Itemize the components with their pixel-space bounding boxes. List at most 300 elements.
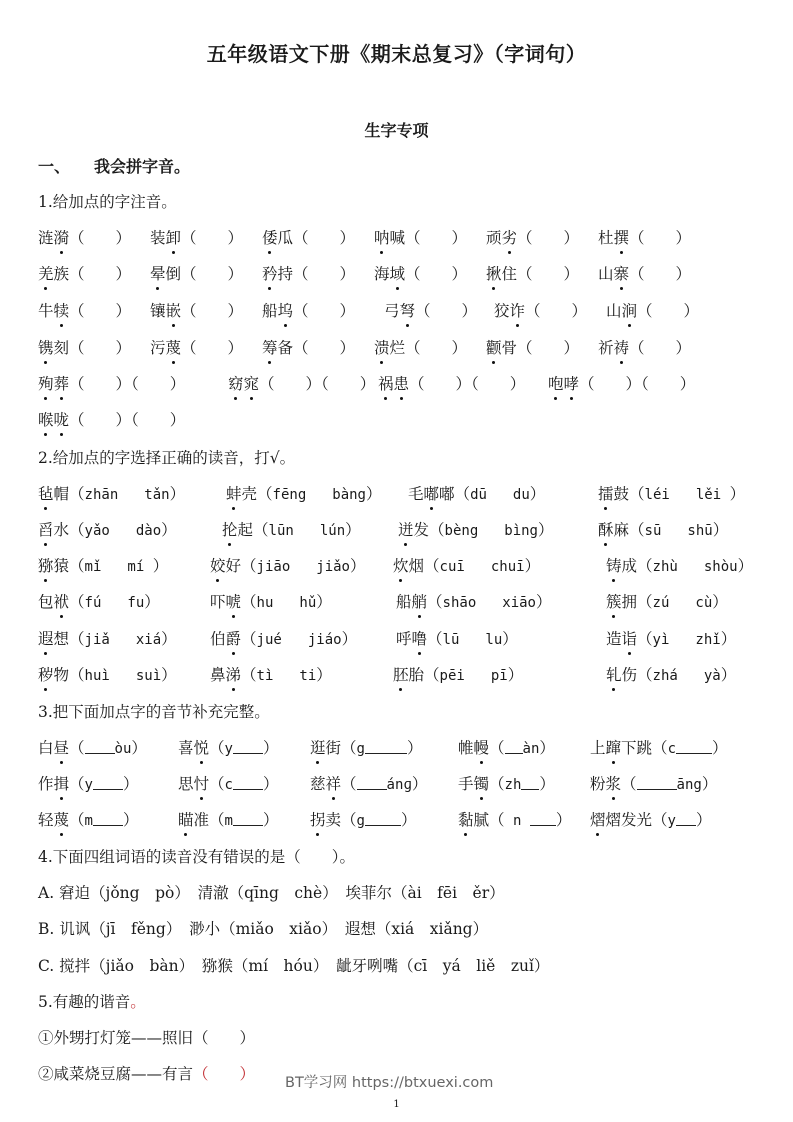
pinyin-option-b[interactable]: bìng <box>504 523 538 539</box>
dotted-char: 筹 <box>262 336 278 358</box>
pinyin-option-a[interactable]: yǎo <box>84 523 110 539</box>
pinyin-option-b[interactable]: lún <box>319 523 346 539</box>
word <box>374 262 405 284</box>
char: 伯 <box>210 630 226 648</box>
dotted-char: 嵌 <box>166 299 182 321</box>
fill-item <box>590 808 712 830</box>
answer-paren[interactable]: （ ） <box>181 302 244 320</box>
word <box>393 663 424 685</box>
char: 吓 <box>210 593 226 611</box>
pinyin-option-b[interactable]: jiáo <box>307 632 342 648</box>
dotted-char: 昼 <box>54 736 70 758</box>
dotted-char: 咆 <box>548 372 564 394</box>
fill-item <box>178 808 279 830</box>
paren-close: ） <box>161 521 177 539</box>
paren-close: ） <box>502 630 518 648</box>
pinyin-option-a[interactable]: zhù <box>652 559 678 575</box>
word-item <box>374 226 467 248</box>
paren-open: （ <box>69 739 85 757</box>
char: 造 <box>606 630 622 648</box>
answer-paren[interactable]: （ ）（ ） <box>409 375 526 393</box>
word <box>38 226 69 248</box>
pinyin-option-b[interactable]: hǔ <box>299 595 317 611</box>
paren-close: ） <box>262 811 279 829</box>
question-1-prompt: 1.给加点的字注音。 <box>38 193 177 211</box>
char: 呼 <box>396 630 412 648</box>
question-2-prompt: 2.给加点的字选择正确的读音，打√。 <box>38 449 296 467</box>
word-item <box>486 336 579 358</box>
dotted-char: 嘟 <box>424 482 440 504</box>
answer-paren[interactable]: （ ） <box>181 229 244 247</box>
dotted-char: 胚 <box>393 663 409 685</box>
word <box>150 226 181 248</box>
paren-open: （ <box>341 739 357 757</box>
paren-open: （ <box>69 521 85 539</box>
word <box>210 627 241 649</box>
paren-open: （ <box>241 557 257 575</box>
pinyin-option-a[interactable]: zhān <box>84 487 119 503</box>
fill-item <box>38 736 147 758</box>
answer-paren[interactable]: （ ） <box>405 339 468 357</box>
pinyin-option-b[interactable]: shòu <box>703 559 738 575</box>
pinyin-option-a[interactable]: jué <box>256 632 282 648</box>
char: 拥 <box>621 593 638 611</box>
pinyin-prefix: m <box>224 813 233 829</box>
word <box>374 336 405 358</box>
paren-open: （ <box>69 666 85 684</box>
paren-open: （ <box>209 775 225 793</box>
word-item <box>262 226 355 248</box>
pinyin-option-a[interactable]: cuī <box>439 559 465 575</box>
dotted-char: 卸 <box>166 226 182 248</box>
dotted-char: 诣 <box>622 627 638 649</box>
char: 备 <box>277 339 294 357</box>
pinyin-option-a[interactable]: lū <box>442 632 460 648</box>
answer-paren[interactable]: （ ） <box>629 229 692 247</box>
fill-blank[interactable] <box>505 739 523 754</box>
dotted-char: 寨 <box>614 262 630 284</box>
word-item <box>374 262 467 284</box>
answer-paren[interactable]: （ ）（ ） <box>69 411 186 429</box>
paren-open: （ <box>454 485 471 503</box>
word-item <box>486 226 579 248</box>
fill-item <box>590 772 717 794</box>
pinyin-option-b[interactable]: xiá <box>135 632 162 648</box>
pinyin-option-b[interactable]: pī <box>490 668 508 684</box>
riddle-text: ②咸菜烧豆腐——有言 <box>38 1065 194 1083</box>
paren-close: ） <box>262 739 279 757</box>
dotted-char: 拐 <box>310 808 326 830</box>
char: 胎 <box>408 666 425 684</box>
char: 船 <box>262 302 278 320</box>
paren-open: （ <box>69 630 85 648</box>
choice-item <box>606 627 736 649</box>
dotted-char: 患 <box>394 372 410 394</box>
answer-paren[interactable]: （ ） <box>69 339 132 357</box>
pinyin-option-a[interactable]: bèng <box>444 523 479 539</box>
paren-open: （ <box>241 593 257 611</box>
choice-item <box>38 554 168 576</box>
char: 船 <box>396 593 412 611</box>
question-5-prompt-text: 5.有趣的谐音 <box>38 993 131 1011</box>
answer-paren[interactable]: （ ） <box>405 265 468 283</box>
paren-open: （ <box>69 593 85 611</box>
paren-close: ） <box>720 666 737 684</box>
question-4-option-b: B. 讥讽（jī fěng） 渺小（miǎo xiǎo） 遐想（xiá xiǎng） <box>38 920 489 938</box>
dotted-char: 揖 <box>54 772 70 794</box>
dotted-char: 羌 <box>38 262 54 284</box>
dotted-char: 姣 <box>210 554 226 576</box>
paren-close: ） <box>122 775 139 793</box>
dotted-char: 劣 <box>502 226 518 248</box>
word <box>606 299 637 321</box>
word <box>598 518 629 540</box>
word <box>38 336 69 358</box>
dotted-char: 迸 <box>398 518 414 540</box>
riddle-text: ①外甥打灯笼——照旧 <box>38 1029 194 1047</box>
paren-open: （ <box>652 811 668 829</box>
section-number: 一、 <box>38 157 71 176</box>
char: 粉 <box>590 775 606 793</box>
char: 嘟 <box>439 485 455 503</box>
char: 卖 <box>325 811 342 829</box>
fill-blank[interactable] <box>365 811 401 826</box>
pinyin-option-b[interactable]: mí <box>127 559 153 575</box>
word <box>548 372 579 394</box>
paren-close: ） <box>152 557 169 575</box>
answer-paren[interactable]: （ ） <box>69 229 132 247</box>
question-4-prompt: 4.下面四组词语的读音没有错误的是（ ）。 <box>38 848 356 866</box>
dotted-char: 窕 <box>244 372 260 394</box>
dotted-char: 秽 <box>38 663 54 685</box>
answer-paren[interactable]: （ ） <box>517 339 580 357</box>
fill-blank[interactable] <box>530 811 556 826</box>
pinyin-option-a[interactable]: fú <box>84 595 102 611</box>
word-item <box>38 299 131 321</box>
word <box>458 772 489 794</box>
paren-close: ） <box>537 521 554 539</box>
fill-blank[interactable] <box>233 739 263 754</box>
pinyin-option-b[interactable]: yà <box>703 668 721 684</box>
answer-paren[interactable]: （ ）（ ） <box>259 375 376 393</box>
pinyin-option-b[interactable]: fu <box>127 595 145 611</box>
pinyin-option-a[interactable]: zhá <box>652 668 678 684</box>
word <box>590 772 621 794</box>
answer-paren[interactable]: （ ） <box>525 302 588 320</box>
pinyin-option-a[interactable]: shāo <box>442 595 477 611</box>
word <box>38 736 69 758</box>
word <box>606 590 637 612</box>
pinyin-option-a[interactable]: tì <box>256 668 274 684</box>
pinyin-suffix: ánɡ <box>386 777 412 793</box>
word <box>222 518 253 540</box>
dotted-char: 呐 <box>374 226 390 248</box>
pinyin-option-b[interactable]: cù <box>695 595 713 611</box>
section-subtitle: 生字专项 <box>364 121 429 140</box>
word <box>178 772 209 794</box>
pinyin-option-a[interactable]: jiāo <box>256 559 291 575</box>
char: 镶 <box>150 302 166 320</box>
pinyin-option-a[interactable]: léi <box>644 487 670 503</box>
answer-paren[interactable]: （ ） <box>517 265 580 283</box>
paren-open: （ <box>424 666 440 684</box>
paren-open: （ <box>69 811 85 829</box>
fill-item <box>38 772 139 794</box>
word-item <box>598 226 691 248</box>
answer-paren[interactable]: （ ） <box>293 229 356 247</box>
pinyin-suffix: āng <box>676 777 702 793</box>
char: 麻 <box>613 521 630 539</box>
choice-item <box>393 554 540 576</box>
dotted-char: 溃 <box>374 336 390 358</box>
paren-open: （ <box>257 485 273 503</box>
char: 水 <box>53 521 70 539</box>
page-number: 1 <box>393 1099 400 1110</box>
pinyin-option-b[interactable]: lěi <box>695 487 730 503</box>
paren-close: ） <box>712 521 729 539</box>
word <box>494 299 525 321</box>
fill-blank[interactable] <box>357 775 387 790</box>
char: 准 <box>193 811 210 829</box>
word <box>38 627 69 649</box>
choice-item <box>210 627 357 649</box>
fill-item <box>458 808 571 830</box>
fill-blank[interactable] <box>521 775 539 790</box>
word <box>38 372 69 394</box>
dotted-char: 爵 <box>226 627 242 649</box>
dotted-char: 咙 <box>54 408 70 430</box>
pinyin-option-b[interactable]: zhǐ <box>695 632 721 648</box>
word <box>606 554 637 576</box>
word <box>486 336 517 358</box>
pinyin-prefix: g <box>356 813 365 829</box>
fill-blank[interactable] <box>676 739 712 754</box>
choice-item <box>226 482 382 504</box>
word <box>38 408 69 430</box>
pinyin-option-a[interactable]: mǐ <box>84 559 102 575</box>
pinyin-option-b[interactable]: dào <box>135 523 162 539</box>
paren-open: （ <box>341 811 357 829</box>
char: 涟 <box>38 229 54 247</box>
dotted-char: 唬 <box>226 590 242 612</box>
paren-close: ） <box>316 666 332 684</box>
paren-open: （ <box>637 630 653 648</box>
dotted-char: 遐 <box>38 627 54 649</box>
fill-blank[interactable] <box>233 775 263 790</box>
pinyin-option-b[interactable]: tǎn <box>144 487 170 503</box>
paren-close: ） <box>144 593 160 611</box>
answer-paren[interactable]: （ ） <box>629 339 692 357</box>
char: 猿 <box>53 557 70 575</box>
fill-blank[interactable] <box>676 811 696 826</box>
pinyin-option-a[interactable]: pēi <box>439 668 465 684</box>
paren-open: （ <box>621 775 637 793</box>
fill-blank[interactable] <box>365 739 407 754</box>
word-item <box>384 299 477 321</box>
pinyin-option-b[interactable]: du <box>512 487 530 503</box>
paren-open: （ <box>637 593 653 611</box>
answer-paren: （ ） <box>193 1065 256 1083</box>
char: 住 <box>501 265 518 283</box>
word <box>262 262 293 284</box>
char: 喊 <box>389 229 406 247</box>
pinyin-option-a[interactable]: sū <box>644 523 662 539</box>
answer-paren[interactable]: （ ） <box>69 302 132 320</box>
dotted-char: 毡 <box>38 482 54 504</box>
dotted-char: 噜 <box>412 627 428 649</box>
word <box>262 226 293 248</box>
word <box>38 663 69 685</box>
dotted-char: 祥 <box>326 772 342 794</box>
char: 倒 <box>165 265 182 283</box>
question-4-option-a: A. 窘迫（jǒng pò） 清澈（qīng chè） 埃菲尔（ài fēi ěr） <box>38 884 505 902</box>
pinyin-suffix: òu <box>114 741 132 757</box>
paren-close: ） <box>737 557 754 575</box>
answer-paren[interactable]: （ ） <box>181 265 244 283</box>
paren-open: （ <box>637 666 653 684</box>
answer-paren[interactable]: （ ） <box>629 265 692 283</box>
pinyin-prefix: g <box>356 741 365 757</box>
paren-close: ） <box>712 739 728 757</box>
fill-blank[interactable] <box>93 811 123 826</box>
word <box>384 299 415 321</box>
word-item <box>486 262 579 284</box>
answer-paren[interactable]: （ ） <box>293 265 356 283</box>
answer-paren[interactable]: （ ）（ ） <box>69 375 186 393</box>
question-5-item-2 <box>38 1062 255 1084</box>
answer-paren[interactable]: （ ） <box>69 265 132 283</box>
pinyin-option-b[interactable]: chuī <box>490 559 525 575</box>
choice-item <box>408 482 545 504</box>
char: 帽 <box>53 485 70 503</box>
fill-blank[interactable] <box>233 811 263 826</box>
pinyin-option-b[interactable]: ti <box>299 668 317 684</box>
question-3-prompt: 3.把下面加点字的音节补充完整。 <box>38 703 270 721</box>
pinyin-option-b[interactable]: bàng <box>332 487 366 503</box>
char: 好 <box>225 557 242 575</box>
dotted-char: 舀 <box>38 518 54 540</box>
char: 白 <box>38 739 54 757</box>
pinyin-option-a[interactable]: fēng <box>272 487 307 503</box>
word-item <box>494 299 587 321</box>
word-item <box>38 336 131 358</box>
char: 毛 <box>408 485 424 503</box>
pinyin-prefix: c <box>224 777 233 793</box>
word <box>150 299 181 321</box>
choice-item <box>38 627 177 649</box>
paren-open: （ <box>637 557 653 575</box>
answer-paren[interactable]: （ ）（ ） <box>579 375 696 393</box>
char: 瓜 <box>277 229 294 247</box>
dotted-char: 酥 <box>598 518 614 540</box>
pinyin-prefix: y <box>224 741 233 757</box>
paren-open: （ <box>629 485 645 503</box>
word <box>310 736 341 758</box>
word-item <box>262 299 355 321</box>
paren-close: ） <box>539 739 555 757</box>
word-item <box>150 336 243 358</box>
char: 熠发光 <box>605 811 653 829</box>
pinyin-option-a[interactable]: huì <box>84 668 110 684</box>
dotted-char: 炊 <box>393 554 409 576</box>
pinyin-option-b[interactable]: jiǎo <box>316 559 350 575</box>
answer-paren[interactable]: （ ） <box>181 339 244 357</box>
paren-open: （ <box>427 630 443 648</box>
char: 鼻 <box>210 666 226 684</box>
char: 刻 <box>53 339 70 357</box>
fill-blank[interactable] <box>93 775 123 790</box>
dotted-char: 艄 <box>412 590 428 612</box>
word <box>458 736 489 758</box>
paren-close: ） <box>400 811 417 829</box>
pinyin-option-a[interactable]: dū <box>470 487 487 503</box>
choice-item <box>393 663 523 685</box>
pinyin-option-b[interactable]: xiāo <box>502 595 536 611</box>
paren-open: （ <box>489 811 505 829</box>
answer-paren[interactable]: （ ） <box>517 229 580 247</box>
pinyin-option-a[interactable]: lūn <box>268 523 294 539</box>
choice-item <box>398 518 554 540</box>
pinyin-option-b[interactable]: suì <box>135 668 162 684</box>
pinyin-option-b[interactable]: shū <box>687 523 713 539</box>
paren-close: ） <box>720 630 737 648</box>
fill-blank[interactable] <box>85 739 115 754</box>
paren-close: ） <box>535 593 552 611</box>
answer-paren[interactable]: （ ） <box>415 302 478 320</box>
word-item <box>262 262 355 284</box>
pinyin-option-a[interactable]: jiǎ <box>84 632 110 648</box>
word <box>210 663 241 685</box>
pinyin-option-a[interactable]: zú <box>652 595 670 611</box>
paren-close: ） <box>131 739 147 757</box>
pinyin-option-b[interactable]: lu <box>485 632 503 648</box>
dotted-char: 蹿 <box>606 736 622 758</box>
paren-close: ） <box>695 811 712 829</box>
paren-close: ） <box>316 593 332 611</box>
dotted-char: 熠 <box>590 808 606 830</box>
dotted-char: 蔑 <box>54 808 70 830</box>
question-5-prompt <box>38 990 146 1012</box>
answer-paren[interactable]: （ ） <box>405 229 468 247</box>
fill-item <box>310 772 427 794</box>
word-item <box>378 372 525 394</box>
fill-blank[interactable] <box>637 775 677 790</box>
word-item <box>38 226 131 248</box>
word <box>150 262 181 284</box>
paren-open: （ <box>241 666 257 684</box>
paren-close: ） <box>169 485 186 503</box>
dotted-char: 犊 <box>54 299 70 321</box>
fill-item <box>38 808 139 830</box>
word <box>590 736 652 758</box>
char: 山 <box>598 265 614 283</box>
answer-paren[interactable]: （ ） <box>637 302 700 320</box>
word <box>178 808 209 830</box>
pinyin-prefix: c <box>667 741 676 757</box>
choice-item <box>598 482 745 504</box>
answer-paren[interactable]: （ ） <box>293 302 356 320</box>
dotted-char: 忖 <box>194 772 210 794</box>
dotted-char: 漪 <box>54 226 70 248</box>
pinyin-option-a[interactable]: yì <box>652 632 670 648</box>
pinyin-option-a[interactable]: hu <box>256 595 274 611</box>
paren-open: （ <box>424 557 440 575</box>
fill-item <box>590 736 728 758</box>
paren-open: （ <box>341 775 357 793</box>
answer-paren[interactable]: （ ） <box>293 339 356 357</box>
choice-item <box>598 518 728 540</box>
paren-close: ） <box>262 775 279 793</box>
